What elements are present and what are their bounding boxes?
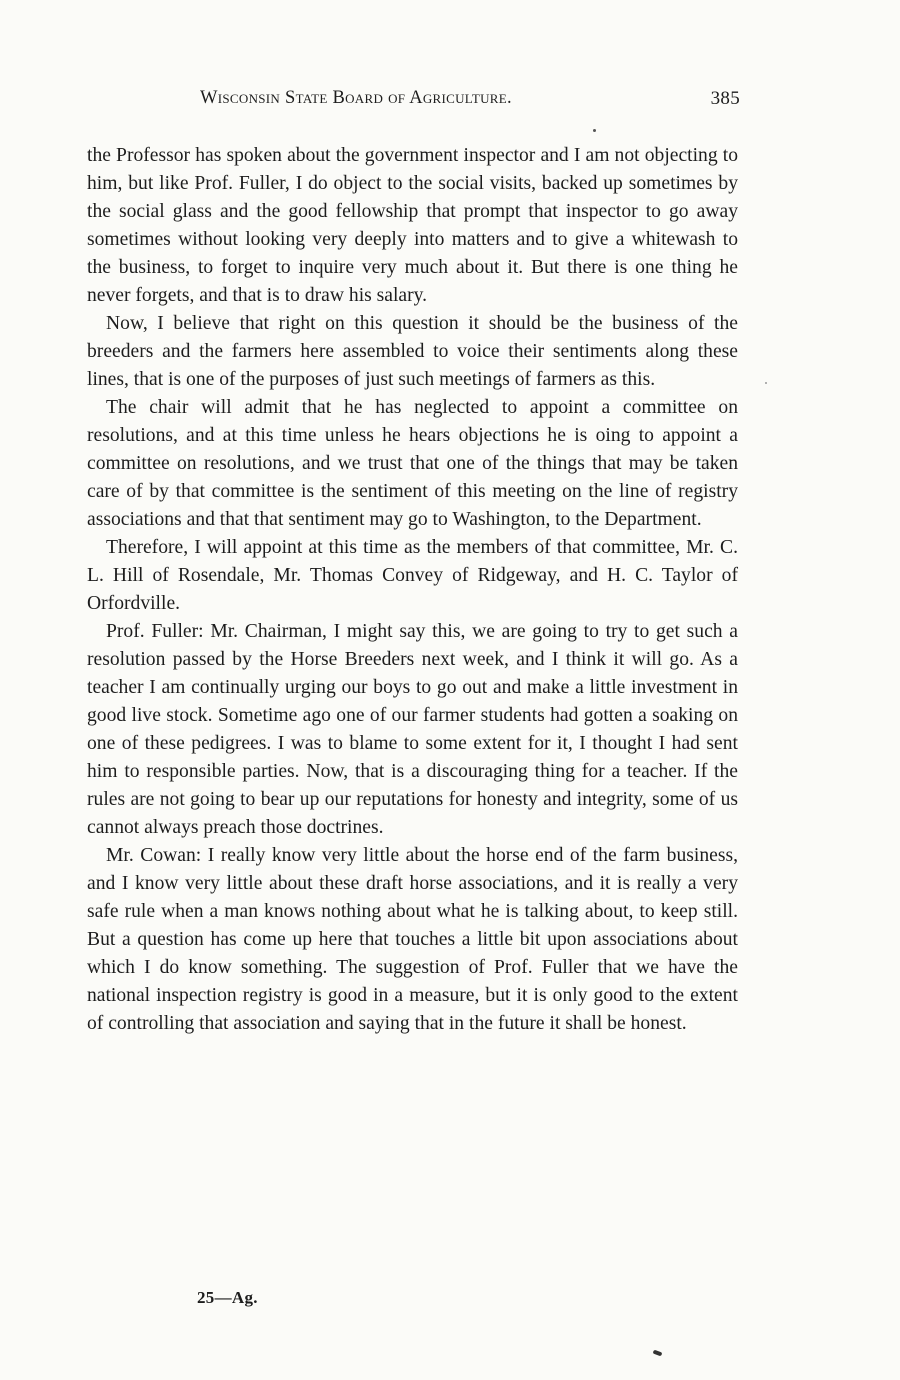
paragraph-mr-cowan: Mr. Cowan: I really know very little about the horse end of the farm business, and I know very little about these draft horse associations, and it is really a very safe rule when a man knows nothing about what he is talking about, to keep still. But a question has come up here that touches a little bit upon associations about which I do know something. The suggestion of Prof. Fuller that we have the national inspection registry is good in a measure, but it is only good to the extent of controlling that association and saying that in the future it shall be honest. bbox=[87, 845, 738, 1034]
paragraph-chair-committee: The chair will admit that he has neglected to appoint a committee on resolutions, and at this time unless he hears objections he is oing to appoint a committee on resolutions, and we trust that one of the things that may be taken care of by that committee is the sentiment of this meeting on the line of registry associations and that that sentiment may go to Washington, to the Department. bbox=[87, 397, 738, 530]
print-speck-2 bbox=[765, 382, 767, 384]
running-header bbox=[200, 88, 740, 116]
print-speck-1 bbox=[593, 129, 596, 132]
page-number: 385 bbox=[710, 88, 740, 109]
body-text bbox=[87, 142, 738, 1038]
paragraph-prof-fuller: Prof. Fuller: Mr. Chairman, I might say this, we are going to try to get such a resolution passed by the Horse Breeders next week, and I think it will go. As a teacher I am continually urging our boys to go out and make a little investment in good live stock. Sometime ago one of our farmer students had gotten a soaking on one of these pedigrees. I was to blame to some extent for it, I thought I had sent him to responsible parties. Now, that is a discouraging thing for a teacher. If the rules are not going to bear up our reputations for honesty and integrity, some of us cannot always preach those doctrines. bbox=[87, 621, 738, 838]
print-speck-3 bbox=[653, 1350, 663, 1357]
signature-mark: 25—Ag. bbox=[197, 1288, 258, 1307]
running-title: Wisconsin State Board of Agriculture. bbox=[200, 88, 512, 108]
paragraph-continued: the Professor has spoken about the government inspector and I am not objecting to him, but like Prof. Fuller, I do object to the social visits, backed up sometimes by the social glass and the good fellowship that prompt that inspector to go away sometimes without looking very deeply into matters and to give a whitewash to the business, to forget to inquire very much about it. But there is one thing he never forgets, and that is to draw his salary. bbox=[87, 145, 738, 306]
paragraph-appointment: Therefore, I will appoint at this time as the members of that committee, Mr. C. L. Hill of Rosendale, Mr. Thomas Convey of Ridgeway, and H. C. Taylor of Orfordville. bbox=[87, 537, 738, 614]
paragraph-breeders: Now, I believe that right on this question it should be the business of the breeders and the farmers here assembled to voice their sentiments along these lines, that is one of the purposes of just such meetings of farmers as this. bbox=[87, 313, 738, 390]
